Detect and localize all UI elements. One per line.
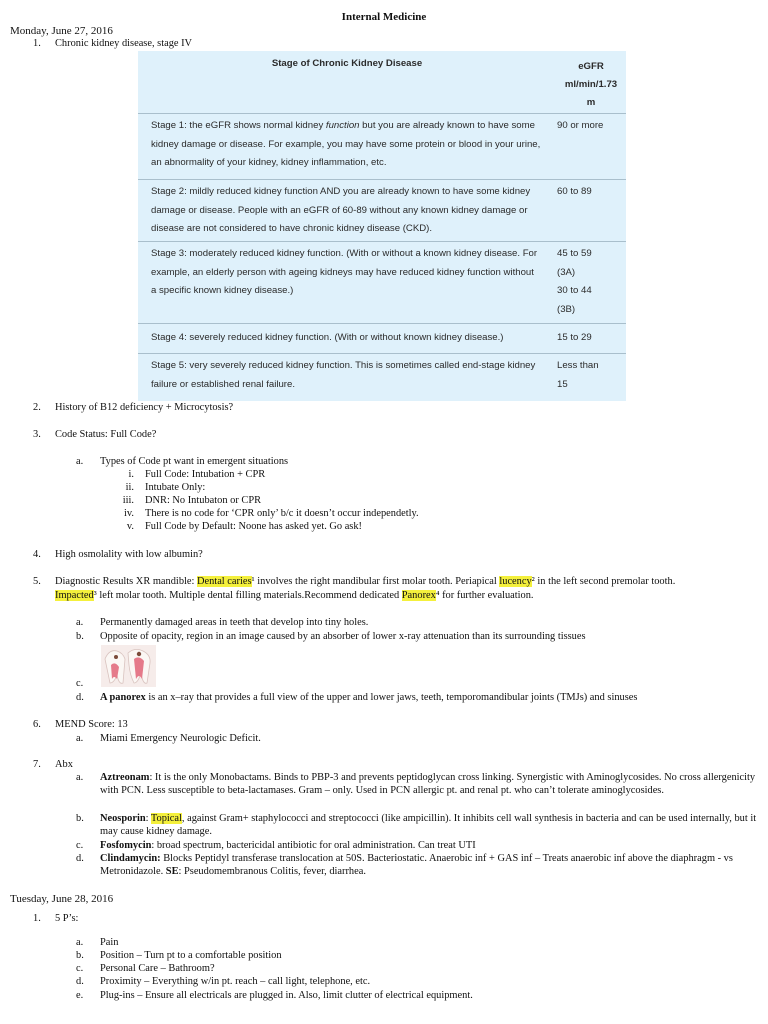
- highlighted-term: Topical: [150, 813, 182, 824]
- text-run: is an x–ray that provides a full view of the upper and lower jaws, teeth, temporomandibular joints (TMJs) and sinuses: [145, 692, 638, 703]
- egfr-value: [557, 183, 623, 202]
- sub-label: e.: [76, 990, 84, 1001]
- list-item-text: MEND Score: 13: [55, 719, 128, 730]
- text-run: ¹ involves the right mandibular first molar tooth. Periapical: [251, 576, 500, 587]
- list-number: 4.: [33, 549, 41, 560]
- list-item-text: [55, 590, 534, 601]
- list-item-text: High osmolality with low albumin?: [55, 549, 203, 560]
- list-item-text: Abx: [55, 759, 73, 770]
- sub-label: a.: [76, 937, 84, 948]
- table-header-stage: Stage of Chronic Kidney Disease: [271, 58, 423, 69]
- egfr-line: 60 to 89: [557, 186, 592, 197]
- text-run: , against Gram+ staphylococci and streptococci (like ampicillin). It inhibits cell wall synthesis in bacteria and can be used internally, but it may cause kidney damage.: [100, 813, 757, 837]
- table-header-egfr-line: ml/min/1.73: [564, 79, 618, 90]
- roman-label: v.: [126, 521, 134, 532]
- sub-label: d.: [76, 853, 84, 864]
- table-row: [138, 179, 626, 242]
- sub-label: a.: [76, 617, 84, 628]
- sub-text: [100, 840, 760, 851]
- stage-description: Stage 4: severely reduced kidney function. (With or without known kidney disease.): [151, 332, 504, 343]
- sub-text: Position – Turn pt to a comfortable position: [100, 950, 282, 961]
- sub-text: Proximity – Everything w/in pt. reach – call light, telephone, etc.: [100, 976, 371, 987]
- roman-text: Intubate Only:: [145, 482, 206, 493]
- document-title: Internal Medicine: [341, 11, 427, 23]
- egfr-line: 90 or more: [557, 120, 604, 131]
- list-item-text: 5 P’s:: [55, 913, 79, 924]
- sub-text: Personal Care – Bathroom?: [100, 963, 215, 974]
- sub-text: Opposite of opacity, region in an image caused by an absorber of lower x-ray attenuation than its surrounding tissues: [100, 631, 586, 642]
- table-row: [138, 241, 626, 324]
- bold-term: Clindamycin:: [100, 853, 161, 864]
- text-run: Blocks Peptidyl transferase translocation at 50S. Bacteriostatic. Anaerobic inf + GAS inf – Treats anaerobic inf above the diaphragm - vs Metronidazole.: [100, 853, 733, 877]
- ckd-stage-table: [138, 51, 626, 401]
- egfr-line: Less than: [557, 360, 599, 371]
- egfr-value: [557, 329, 623, 348]
- text-run: Diagnostic Results XR mandible:: [55, 576, 197, 587]
- table-row: [138, 353, 626, 402]
- roman-text: Full Code: Intubation + CPR: [145, 469, 266, 480]
- sub-label: b.: [76, 950, 84, 961]
- egfr-value: [557, 117, 623, 136]
- egfr-line: 30 to 44: [557, 285, 592, 296]
- sub-text: [100, 772, 760, 797]
- roman-label: ii.: [125, 482, 134, 493]
- sub-text: Neosporin: Topical, against Gram+ staphylococci and streptococci (like ampicillin). It inhibits cell wall synthesis in bacteria and can be used internally, but it may cause kidney damage.: [100, 813, 757, 837]
- bold-term: Aztreonam: [100, 772, 150, 783]
- table-row: [138, 113, 626, 180]
- sub-label: a.: [76, 456, 84, 467]
- egfr-line: (3A): [557, 266, 576, 278]
- stage-text-italic: function: [325, 120, 360, 131]
- roman-text: There is no code for ‘CPR only’ b/c it doesn’t occur independetly.: [145, 508, 419, 519]
- stage-text: but you are already known to have some kidney damage or disease. For example, you may have some protein or blood in your urine, an abnormality of your kidney, kidney inflammation, etc.: [151, 120, 541, 168]
- text-run: : broad spectrum, bactericidal antibiotic for oral administration. Can treat UTI: [151, 840, 476, 851]
- sub-label: a.: [76, 772, 84, 783]
- list-number: 7.: [33, 759, 41, 770]
- text-run: ² in the left second premolar tooth.: [531, 576, 676, 587]
- sub-label: b.: [76, 813, 84, 824]
- roman-label: iv.: [123, 508, 134, 519]
- bold-term: Fosfomycin: [100, 840, 152, 851]
- sub-label: d.: [76, 692, 84, 703]
- egfr-line: 45 to 59: [557, 248, 592, 259]
- list-number: 1.: [33, 38, 41, 49]
- sub-label: c.: [76, 840, 84, 851]
- table-header-egfr-line: eGFR: [578, 61, 604, 72]
- highlighted-term: Dental caries: [197, 576, 252, 587]
- table-header-egfr: [556, 58, 626, 112]
- list-number: 5.: [33, 576, 41, 587]
- stage-description: Stage 5: very severely reduced kidney function. This is sometimes called end-stage kidney failure or established renal failure.: [151, 360, 536, 390]
- highlighted-term: Impacted: [55, 590, 94, 601]
- sub-text: Types of Code pt want in emergent situations: [100, 456, 289, 467]
- list-item-text: History of B12 deficiency + Microcytosis?: [55, 402, 234, 413]
- highlighted-term: lucency: [499, 576, 532, 587]
- date-heading: Tuesday, June 28, 2016: [10, 893, 114, 905]
- table-row: [138, 323, 626, 354]
- table-header-egfr-line: m: [586, 97, 596, 108]
- text-run: : It is the only Monobactams. Binds to PBP-3 and prevents peptidoglycan cross linking. Synergistic with Aminoglycosides. No cross allergenicity with PCN. Less susceptible to beta-lactamases. Gram – only. Used in PCN allergic pt. and renal pt. who can’t tolerate aminoglycosides.: [100, 772, 756, 796]
- bold-term: Neosporin: [100, 813, 146, 824]
- roman-text: Full Code by Default: Noone has asked yet. Go ask!: [145, 521, 363, 532]
- roman-text: DNR: No Intubaton or CPR: [145, 495, 262, 506]
- egfr-line: 15: [557, 378, 568, 390]
- table-header: [138, 51, 626, 113]
- bold-term: A panorex: [100, 692, 146, 703]
- roman-label: iii.: [122, 495, 134, 506]
- tooth-decay-illustration: [101, 645, 156, 687]
- list-number: 1.: [33, 913, 41, 924]
- sub-text: Plug-ins – Ensure all electricals are plugged in. Also, limit clutter of electrical equipment.: [100, 990, 473, 1001]
- list-item-text: [55, 576, 675, 587]
- list-number: 3.: [33, 429, 41, 440]
- sub-text: Permanently damaged areas in teeth that develop into tiny holes.: [100, 617, 369, 628]
- egfr-line: 15 to 29: [557, 332, 592, 343]
- stage-text: Stage 1: the eGFR shows normal kidney: [151, 120, 326, 131]
- list-number: 6.: [33, 719, 41, 730]
- bold-term: SE: [165, 865, 179, 877]
- list-item-text: Code Status: Full Code?: [55, 429, 157, 440]
- list-number: 2.: [33, 402, 41, 413]
- sub-label: b.: [76, 631, 84, 642]
- text-run: : Pseudomembranous Colitis, fever, diarrhea.: [178, 865, 366, 877]
- sub-label: d.: [76, 976, 84, 987]
- stage-description: [151, 117, 541, 173]
- stage-description: Stage 2: mildly reduced kidney function AND you are already known to have some kidney damage or disease. People with an eGFR of 60-89 without any known kidney damage or disease are not considered to have chronic kidney disease (CKD).: [151, 186, 531, 234]
- egfr-line: (3B): [557, 303, 576, 315]
- sub-text: [100, 853, 760, 878]
- sub-text: Pain: [100, 937, 119, 948]
- list-item-text: Chronic kidney disease, stage IV: [55, 38, 193, 49]
- highlighted-term: Panorex: [401, 590, 436, 601]
- sub-label: a.: [76, 733, 84, 744]
- stage-description: Stage 3: moderately reduced kidney function. (With or without a known kidney disease. For example, an elderly person with ageing kidneys may have reduced kidney function without a specific known kidney disease.): [151, 248, 538, 296]
- text-run: ⁴ for further evaluation.: [435, 590, 534, 601]
- egfr-value: [557, 357, 623, 394]
- date-heading: Monday, June 27, 2016: [10, 25, 113, 37]
- text-run: ³ left molar tooth. Multiple dental filling materials.Recommend dedicated: [93, 590, 402, 601]
- sub-label: c.: [76, 963, 84, 974]
- sub-text: Miami Emergency Neurologic Deficit.: [100, 733, 261, 744]
- egfr-value: [557, 245, 623, 319]
- roman-label: i.: [128, 469, 134, 480]
- sub-text: [100, 692, 637, 703]
- sub-label: c.: [76, 678, 84, 689]
